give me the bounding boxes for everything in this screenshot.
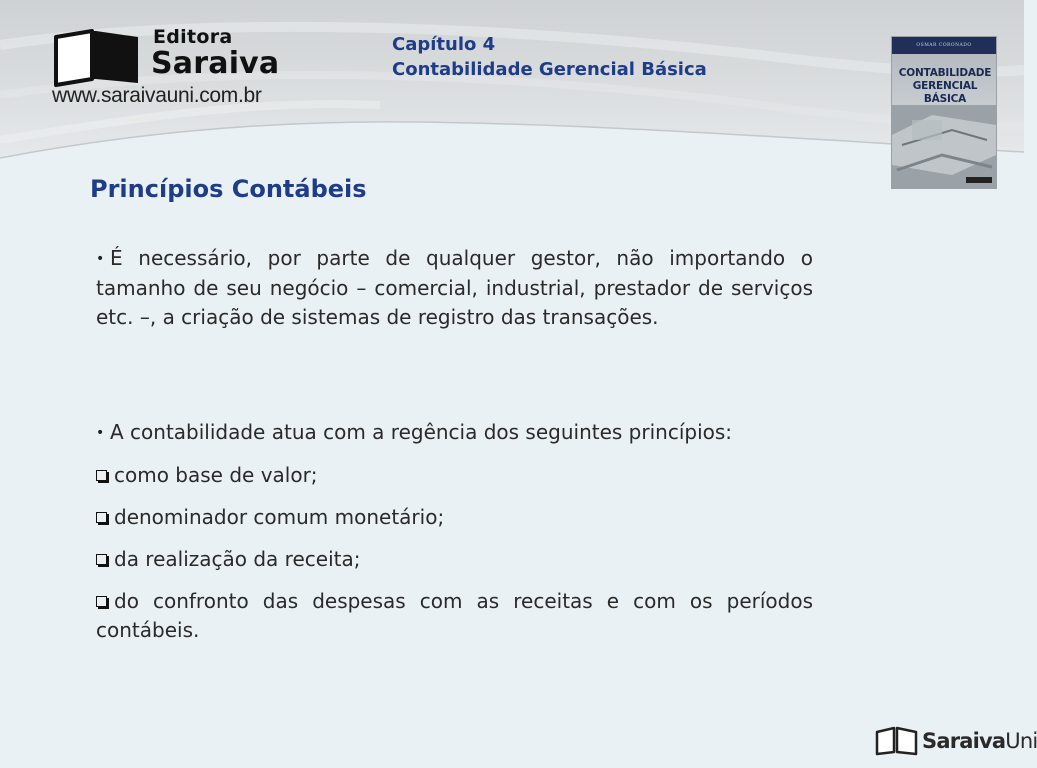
slide-title: Princípios Contábeis [90,175,367,203]
cover-publisher-mark [966,177,992,183]
checkbox-item-text: como base de valor; [114,463,318,487]
chapter-heading [392,32,707,82]
bullet-paragraph [96,418,813,448]
logo-brand-text: Saraiva [151,46,280,81]
square-bullet-icon [96,512,107,523]
saraivauni-footer-logo [874,726,1037,758]
bullet-text: É necessário, por parte de qualquer gestor, não importando o tamanho de seu negócio – comercial, industrial, prestador de serviços etc. –, a criação de sistemas de registro das transações. [96,246,813,329]
cover-title-line1: CONTABILIDADE [898,67,992,79]
checkbox-item-text: denominador comum monetário; [114,505,445,529]
logo-editora-text: Editora [153,26,233,48]
bullet-icon: • [96,425,105,441]
cover-title-line2: GERENCIAL BÁSICA [912,80,978,105]
open-book-icon [874,726,920,756]
open-book-icon [50,27,146,87]
cover-illustration [892,105,996,188]
book-cover [892,37,996,188]
checkbox-item-text: do confronto das despesas com as receitas e com os períodos contábeis. [96,589,813,642]
checkbox-item [96,461,813,490]
logo-url: www.saraivauni.com.br [52,84,262,107]
chapter-number: Capítulo 4 [392,34,496,55]
slide-content [96,244,813,645]
square-bullet-icon [96,470,107,481]
footer-brand [922,729,1037,753]
square-bullet-icon [96,596,107,607]
bullet-icon: • [96,251,105,267]
footer-brand-light: Uni [1005,729,1037,753]
square-bullet-icon [96,554,107,565]
checkbox-item [96,545,813,574]
checkbox-item [96,503,813,532]
cover-author: OSMAR CORONADO [892,37,996,54]
bullet-text: A contabilidade atua com a regência dos seguintes princípios: [110,420,733,444]
checkbox-item-text: da realização da receita; [114,547,361,571]
cover-title [898,67,992,106]
bullet-paragraph [96,244,813,360]
chapter-title: Contabilidade Gerencial Básica [392,59,707,80]
editora-saraiva-logo [50,22,290,112]
checkbox-item [96,587,813,645]
footer-brand-bold: Saraiva [922,729,1006,753]
